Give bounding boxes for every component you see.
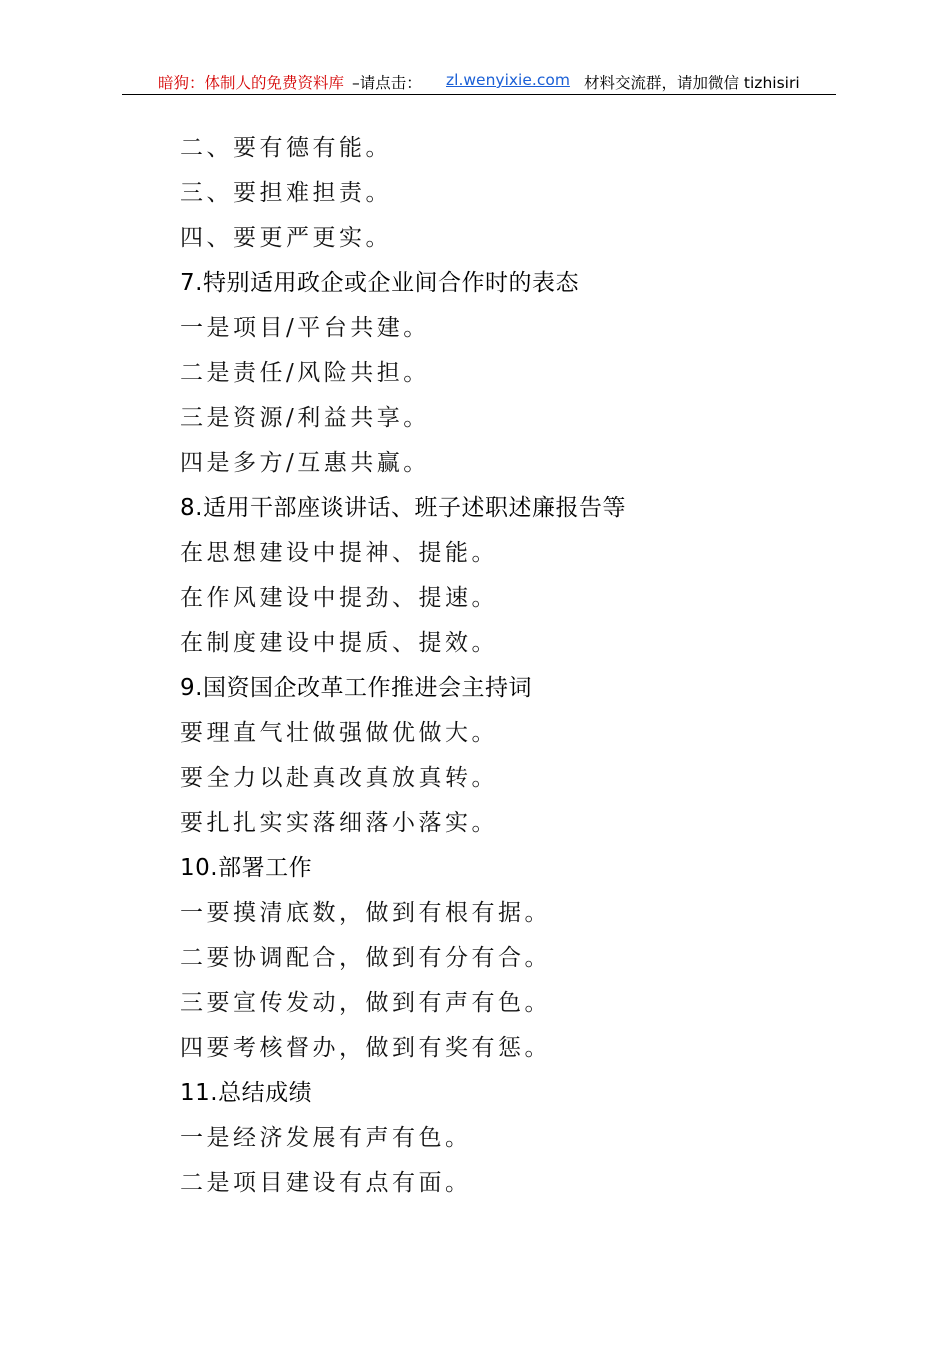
page-header	[122, 66, 836, 95]
document-body	[180, 126, 800, 1206]
section-heading: 9.国资国企改革工作推进会主持词	[180, 675, 532, 701]
click-prefix: –请点击：	[352, 74, 422, 92]
list-item: 要扎扎实实落细落小落实。	[180, 810, 498, 836]
list-item: 三要宣传发动，做到有声有色。	[180, 990, 551, 1016]
list-item: 四是多方/互惠共赢。	[180, 450, 430, 476]
list-item: 二是责任/风险共担。	[180, 360, 430, 386]
list-item: 一是经济发展有声有色。	[180, 1125, 472, 1151]
list-item: 在作风建设中提劲、提速。	[180, 585, 498, 611]
list-item: 在制度建设中提质、提效。	[180, 630, 498, 656]
list-item: 在思想建设中提神、提能。	[180, 540, 498, 566]
list-item: 二是项目建设有点有面。	[180, 1170, 472, 1196]
list-item: 三、要担难担责。	[180, 180, 392, 206]
list-item: 要全力以赴真改真放真转。	[180, 765, 498, 791]
list-item: 一要摸清底数，做到有根有据。	[180, 900, 551, 926]
section-heading: 11.总结成绩	[180, 1080, 313, 1106]
promo-text: 暗狗：体制人的免费资料库	[158, 74, 345, 92]
list-item: 四要考核督办，做到有奖有惩。	[180, 1035, 551, 1061]
list-item: 二要协调配合，做到有分有合。	[180, 945, 551, 971]
site-link[interactable]: zl.wenyixie.com	[446, 71, 570, 89]
list-item: 二、要有德有能。	[180, 135, 392, 161]
section-heading: 10.部署工作	[180, 855, 313, 881]
section-heading: 8.适用干部座谈讲话、班子述职述廉报告等	[180, 495, 626, 521]
list-item: 四、要更严更实。	[180, 225, 392, 251]
list-item: 三是资源/利益共享。	[180, 405, 430, 431]
group-info: 材料交流群，请加微信 tizhisiri	[584, 74, 800, 92]
section-heading: 7.特别适用政企或企业间合作时的表态	[180, 270, 579, 296]
list-item: 要理直气壮做强做优做大。	[180, 720, 498, 746]
list-item: 一是项目/平台共建。	[180, 315, 430, 341]
